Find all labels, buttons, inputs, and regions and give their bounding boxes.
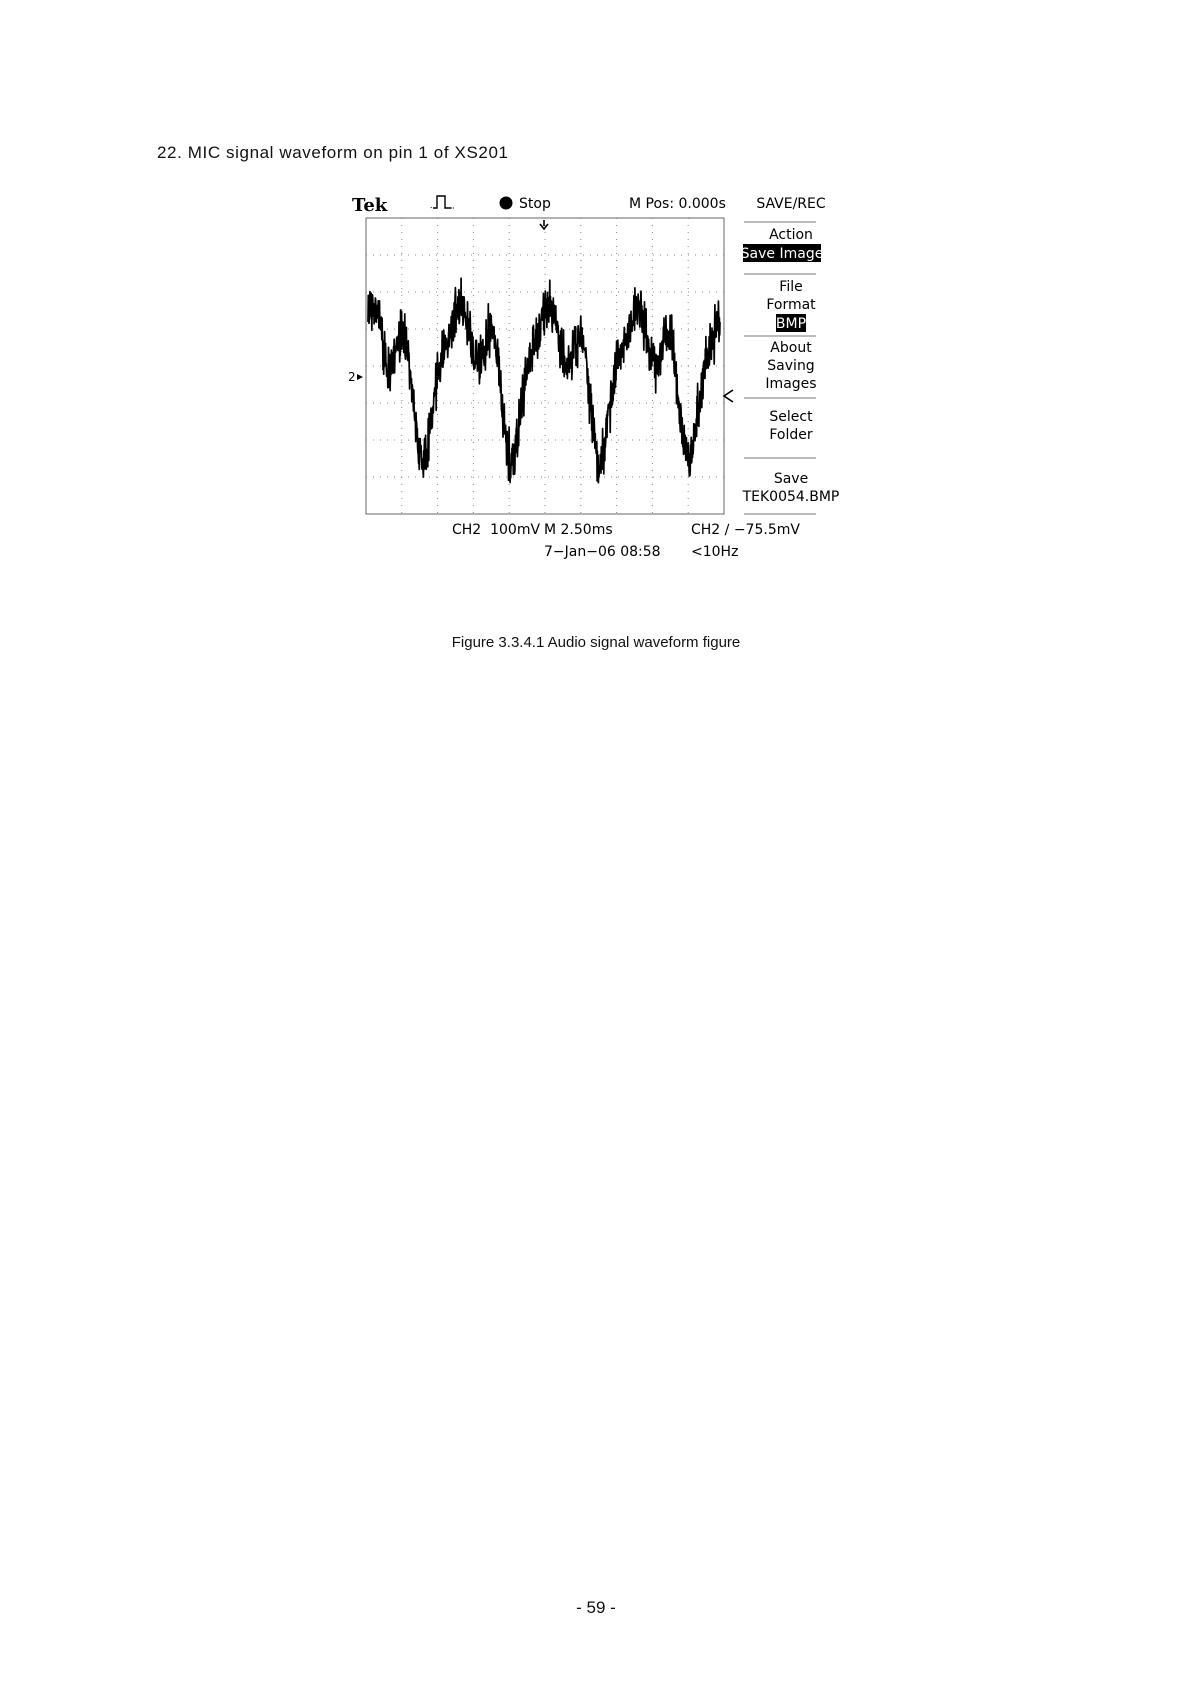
section-heading: 22. MIC signal waveform on pin 1 of XS201: [157, 143, 509, 162]
trigger-level-arrow: [724, 390, 733, 402]
mic-signal-waveform: [368, 278, 720, 483]
select-folder-1[interactable]: Select: [769, 409, 813, 425]
channel-marker: 2: [348, 370, 356, 384]
about-saving-1[interactable]: About: [770, 340, 812, 356]
figure-caption: Figure 3.3.4.1 Audio signal waveform figure: [451, 634, 741, 651]
oscilloscope-display: [344, 188, 844, 568]
page-number: - 59 -: [576, 1598, 616, 1617]
acquire-pulse-icon: [433, 196, 451, 208]
action-value[interactable]: Save Image: [740, 246, 824, 262]
file-format-label-2: Format: [766, 297, 816, 313]
select-folder-2[interactable]: Folder: [769, 427, 813, 443]
action-label: Action: [769, 227, 813, 243]
frequency-readout: <10Hz: [691, 544, 739, 560]
stop-status-icon: [500, 197, 513, 210]
channel-ground-arrow: [357, 374, 363, 380]
about-saving-2[interactable]: Saving: [767, 358, 815, 374]
m-pos-readout: M Pos: 0.000s: [629, 196, 726, 212]
oscilloscope-screenshot: [344, 188, 844, 568]
save-rec-menu: [741, 196, 840, 514]
menu-title: SAVE/REC: [756, 196, 826, 212]
channel-scale-readout: CH2 100mV: [452, 522, 541, 538]
tek-logo: Tek: [352, 195, 388, 216]
save-file-2[interactable]: TEK0054.BMP: [742, 489, 840, 505]
timebase-readout: M 2.50ms: [544, 522, 613, 538]
save-file-1[interactable]: Save: [773, 471, 809, 487]
datetime-readout: 7−Jan−06 08:58: [544, 544, 661, 560]
file-format-label-1: File: [779, 279, 803, 295]
about-saving-3[interactable]: Images: [765, 376, 817, 392]
file-format-value[interactable]: BMP: [775, 316, 807, 332]
trigger-position-arrow: [540, 220, 548, 229]
trigger-readout: CH2 ∕ −75.5mV: [691, 522, 800, 538]
run-status: Stop: [519, 196, 551, 212]
